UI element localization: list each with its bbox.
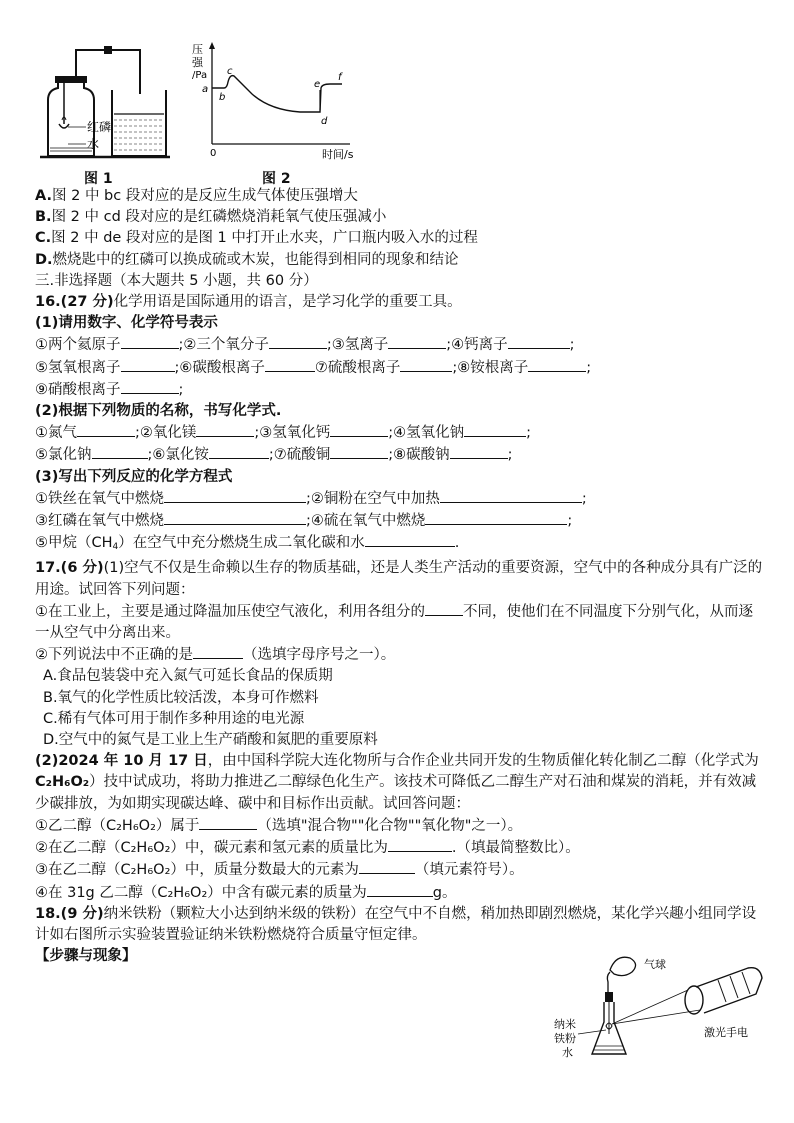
point-e: e (314, 79, 321, 90)
label-water-fig1: 水 (87, 137, 100, 151)
answer-blank[interactable] (440, 488, 582, 503)
x-axis-label: 时间/s (322, 148, 354, 161)
figure-2-caption: 图 2 (262, 171, 291, 187)
q17-q1: ①在工业上，主要是通过降温加压使空气液化，利用各组分的 不同，使他们在不同温度下分别气化，从而逐一从空气中分离出来。 (35, 601, 765, 644)
q17-part2-paragraph: (2)2024 年 10 月 17 日，由中国科学院大连化物所与合作企业共同开发的生物质催化转化制乙二醇（化学式为 C₂H₆O₂）技中试成功，将助力推进乙二醇绿色化生产。该技术可降低乙二醇生产对石油和煤炭的消耗，并有效减少碳排放，为如期实现碳达峰、碳中和目标作出贡献。试回答问题： (35, 753, 759, 812)
q17-option-d: D.空气中的氮气是工业上生产硝酸和氮肥的重要原料 (43, 732, 378, 749)
q16-part3-row3: ⑤甲烷$(CH_4)$在空气中充分燃烧生成二氧化碳和水 . (35, 532, 765, 558)
figure-2-pressure-curve (190, 40, 355, 165)
q15-option-d: D.燃烧匙中的红磷可以换成硫或木炭，也能得到相同的现象和结论 (35, 251, 459, 268)
answer-blank[interactable] (528, 357, 586, 372)
q17-sub2: ②在乙二醇（C₂H₆O₂）中，碳元素和氢元素的质量比为 .（填最简整数比）。 (35, 837, 765, 859)
answer-blank[interactable] (365, 532, 455, 547)
q15-option-c: C.图 2 中 de 段对应的是图 1 中打开止水夹，广口瓶内吸入水的过程 (35, 230, 478, 247)
q18-heading: 18.(9 分)纳米铁粉（颗粒大小达到纳米级的铁粉）在空气中不自燃，稍加热即剧烈燃烧，某化学兴趣小组同学设计如右图所示实验装置验证纳米铁粉燃烧符合质量守恒定律。 (35, 905, 757, 943)
point-d: d (321, 116, 328, 127)
y-axis-label-2: 强 (192, 56, 203, 69)
answer-blank[interactable] (425, 601, 463, 616)
label-nano-2: 铁粉 (554, 1032, 576, 1045)
q15-option-a: A.图 2 中 bc 段对应的是反应生成气体使压强增大 (35, 188, 358, 204)
answer-blank[interactable] (464, 422, 526, 437)
q17-heading: 17.(6 分)(1)空气不仅是生命赖以生存的物质基础，还是人类生产活动的重要资源，空气中的各种成分具有广泛的用途。试回答下列问题： (35, 560, 763, 598)
label-nano-1: 纳米 (554, 1018, 576, 1031)
y-axis-label-1: 压 (192, 43, 203, 56)
section-3-heading: 三.非选择题（本大题共 5 小题，共 60 分） (35, 272, 318, 289)
q16-part3-row2: ③红磷在氧气中燃烧 ;④硫在氧气中燃烧 ; (35, 510, 765, 532)
answer-blank[interactable] (77, 422, 135, 437)
q15-option-b: B.图 2 中 cd 段对应的是红磷燃烧消耗氧气使压强减小 (35, 209, 387, 226)
q16-part1-row3: ⑨硝酸根离子 ; (35, 379, 765, 401)
answer-blank[interactable] (425, 510, 567, 525)
q16-part2-row1: ①氮气 ;②氧化镁 ;③氢氧化钙 ;④氢氧化钠 ; (35, 422, 765, 444)
q16-part2-heading: (2)根据下列物质的名称，书写化学式. (35, 403, 282, 420)
answer-blank[interactable] (388, 837, 452, 852)
q17-option-b: B.氧气的化学性质比较活泼，本身可作燃料 (43, 689, 319, 706)
answer-blank[interactable] (92, 444, 148, 459)
q17-q2: ②下列说法中不正确的是 （选填字母序号之一）。 (35, 644, 765, 666)
answer-blank[interactable] (121, 379, 179, 394)
q16-part2-row2: ⑤氯化钠 ;⑥氯化铵 ;⑦硫酸铜 ;⑧碳酸钠 ; (35, 444, 765, 466)
label-balloon: 气球 (644, 958, 666, 971)
answer-blank[interactable] (450, 444, 508, 459)
answer-blank[interactable] (269, 334, 327, 349)
answer-blank[interactable] (121, 334, 179, 349)
point-f: f (338, 72, 342, 83)
q17-option-c: C.稀有气体可用于制作多种用途的电光源 (43, 710, 305, 727)
label-laser: 激光手电 (704, 1026, 748, 1039)
q16-part3-heading: (3)写出下列反应的化学方程式 (35, 468, 233, 485)
answer-blank[interactable] (265, 357, 315, 372)
q18-steps-heading: 【步骤与现象】 (35, 948, 137, 965)
figure-3-apparatus (548, 950, 778, 1070)
answer-blank[interactable] (209, 444, 269, 459)
answer-blank[interactable] (367, 882, 433, 897)
q16-heading: 16.(27 分)化学用语是国际通用的语言，是学习化学的重要工具。 (35, 294, 462, 311)
y-axis-label-3: /Pa (192, 70, 208, 81)
answer-blank[interactable] (199, 815, 257, 830)
point-c: c (227, 66, 233, 77)
answer-blank[interactable] (359, 859, 415, 874)
answer-blank[interactable] (388, 334, 446, 349)
answer-blank[interactable] (330, 444, 388, 459)
answer-blank[interactable] (508, 334, 570, 349)
origin-label: 0 (210, 148, 217, 159)
question-content (35, 186, 765, 967)
answer-blank[interactable] (330, 422, 388, 437)
q17-sub1: ①乙二醇（C₂H₆O₂）属于 （选填"混合物""化合物""氧化物"之一）。 (35, 815, 765, 837)
figure-1-caption: 图 1 (84, 171, 113, 187)
q17-sub3: ③在乙二醇（C₂H₆O₂）中，质量分数最大的元素为 （填元素符号）。 (35, 859, 765, 881)
q16-part1-row1: ①两个氦原子 ;②三个氧分子 ;③氢离子 ;④钙离子 ; (35, 334, 765, 356)
label-water-fig3: 水 (562, 1046, 573, 1059)
answer-blank[interactable] (193, 644, 243, 659)
q16-part1-row2: ⑤氢氧根离子 ;⑥碳酸根离子 ⑦硫酸根离子 ;⑧铵根离子 ; (35, 357, 765, 379)
answer-blank[interactable] (164, 510, 306, 525)
answer-blank[interactable] (400, 357, 452, 372)
figure-1-apparatus (40, 38, 170, 164)
q17-sub4: ④在 31g 乙二醇（C₂H₆O₂）中含有碳元素的质量为 g。 (35, 882, 765, 904)
q16-part3-row1: ①铁丝在氧气中燃烧 ;②铜粉在空气中加热 ; (35, 488, 765, 510)
answer-blank[interactable] (164, 488, 306, 503)
point-b: b (219, 92, 226, 103)
q16-part1-heading: (1)请用数字、化学符号表示 (35, 315, 218, 332)
answer-blank[interactable] (121, 357, 175, 372)
answer-blank[interactable] (196, 422, 254, 437)
label-red-phosphorus: 红磷 (87, 120, 112, 134)
point-a: a (202, 84, 209, 95)
q17-option-a: A.食品包装袋中充入氮气可延长食品的保质期 (43, 668, 333, 685)
